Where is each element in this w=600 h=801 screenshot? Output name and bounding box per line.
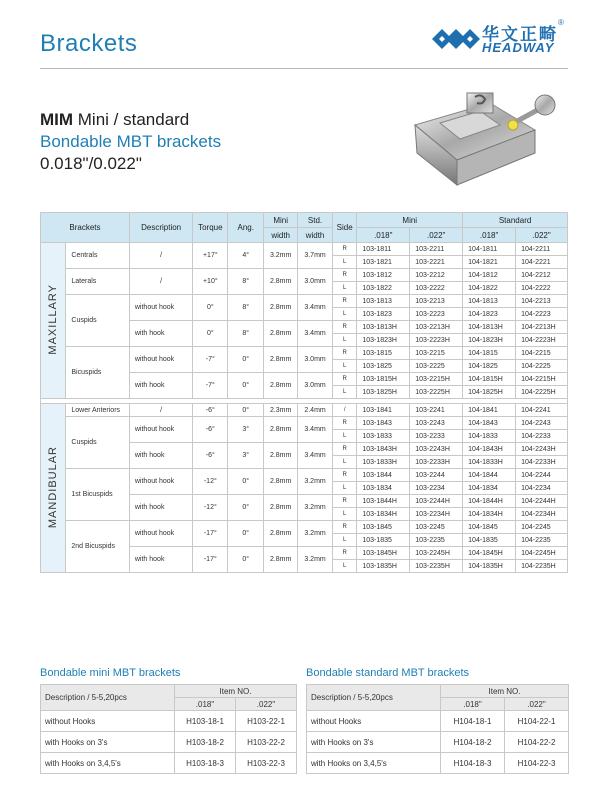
header-std-022: .022" [516,228,568,243]
brackets-spec-table [40,212,568,573]
description-cell: without Hooks [307,711,441,732]
table-row [41,521,568,534]
std-table-body [307,711,569,774]
std-table-title: Bondable standard MBT brackets [306,667,470,679]
mini-width-cell: 2.8mm [264,295,298,321]
std-item-header: Item NO. [441,685,569,698]
angulation-cell: 8° [228,269,264,295]
mini-018-cell: 103-1812 [357,269,410,282]
std-018-cell: 104-1833 [463,430,516,443]
mini-022-cell: 103-2215 [410,347,463,360]
mini-022-cell: 103-2243H [410,443,463,456]
torque-cell: 0° [193,295,228,321]
mini-022-cell: 103-2225 [410,360,463,373]
std-022-cell: 104-2245H [516,547,568,560]
std-018-cell: 104-1833H [463,456,516,469]
torque-cell: -6° [193,404,228,417]
description-cell: with hook [129,443,192,469]
mini-022-cell: 103-2234 [410,482,463,495]
std-018-cell: 104-1813H [463,321,516,334]
mini-022-cell: 103-2225H [410,386,463,399]
std-022-cell: 104-2222 [516,282,568,295]
mini-022-cell: 103-2223 [410,308,463,321]
std-022-cell: 104-2233 [516,430,568,443]
mini-022-cell: 103-2234H [410,508,463,521]
side-cell: R [333,443,357,456]
product-line [40,110,189,130]
torque-cell: -12° [193,495,228,521]
angulation-cell: 0° [228,347,264,373]
std-width-cell: 3.0mm [298,269,333,295]
mini-022-cell: 103-2221 [410,256,463,269]
std-018-cell: 104-1843H [463,443,516,456]
header-side: Side [333,213,357,243]
std-022-cell: 104-2221 [516,256,568,269]
description-cell: with Hooks on 3,4,5's [307,753,441,774]
std-018-cell: 104-1844H [463,495,516,508]
product-line-bold: MIM [40,110,74,129]
std-018-cell: 104-1821 [463,256,516,269]
mini-018-cell: 103-1844H [357,495,410,508]
std-width-cell: 3.7mm [298,243,333,269]
side-cell: L [333,282,357,295]
std-022-cell: 104-2235H [516,560,568,573]
side-cell: R [333,295,357,308]
mini-022-cell: 103-2245 [410,521,463,534]
std-width-cell: 3.4mm [298,295,333,321]
std-width-cell: 3.0mm [298,347,333,373]
brackets-table-body [41,243,568,573]
table-row [41,269,568,282]
std-width-cell: 3.4mm [298,443,333,469]
mini-018-cell: 103-1815 [357,347,410,360]
mandibular-label: MANDIBULAR [47,445,60,529]
mini-018-cell: 103-1835H [357,560,410,573]
std-022-cell: 104-2244H [516,495,568,508]
angulation-cell: 0° [228,404,264,417]
item-022-cell: H103-22-1 [236,711,297,732]
std-018-cell: 104-1815 [463,347,516,360]
tooth-name: Laterals [66,269,129,295]
description-cell: / [129,269,192,295]
torque-cell: -17° [193,521,228,547]
std-width-cell: 3.2mm [298,547,333,573]
std-018-cell: 104-1811 [463,243,516,256]
mini-018-header: .018" [175,698,236,711]
table-row [41,295,568,308]
std-022-cell: 104-2245 [516,521,568,534]
std-width-cell: 2.4mm [298,404,333,417]
mini-022-cell: 103-2235 [410,534,463,547]
mini-022-cell: 103-2235H [410,560,463,573]
side-cell: L [333,456,357,469]
torque-cell: -7° [193,347,228,373]
std-018-cell: 104-1822 [463,282,516,295]
std-018-header: .018" [441,698,505,711]
item-018-cell: H103-18-2 [175,732,236,753]
header-standard-group: Standard [463,213,568,228]
angulation-cell: 0° [228,373,264,399]
mini-018-cell: 103-1845 [357,521,410,534]
side-cell: L [333,482,357,495]
mini-table-title: Bondable mini MBT brackets [40,667,181,679]
mini-desc-header: Description / 5-5,20pcs [41,685,175,711]
std-022-cell: 104-2243 [516,417,568,430]
header-ang: Ang. [228,213,264,243]
angulation-cell: 3° [228,443,264,469]
std-022-cell: 104-2215 [516,347,568,360]
table-row [41,711,297,732]
bracket-photo [395,85,575,205]
std-018-cell: 104-1823 [463,308,516,321]
side-cell: R [333,321,357,334]
table-row [307,711,569,732]
mini-018-cell: 103-1845H [357,547,410,560]
tooth-name: Cuspids [66,417,129,469]
mini-mbt-table [40,684,297,774]
std-022-cell: 104-2235 [516,534,568,547]
std-desc-header: Description / 5-5,20pcs [307,685,441,711]
table-row [41,243,568,256]
mini-018-cell: 103-1843 [357,417,410,430]
header-torque: Torque [193,213,228,243]
side-cell: L [333,534,357,547]
header-mini-group: Mini [357,213,463,228]
mini-022-header: .022" [236,698,297,711]
std-width-cell: 3.2mm [298,495,333,521]
registered-mark: ® [558,18,564,27]
mini-018-cell: 103-1834H [357,508,410,521]
side-cell: / [333,404,357,417]
header-std-018: .018" [463,228,516,243]
side-cell: R [333,469,357,482]
header-mini: Mini [264,213,298,228]
table-row [307,732,569,753]
std-018-cell: 104-1843 [463,417,516,430]
description-cell: with hook [129,495,192,521]
angulation-cell: 4° [228,243,264,269]
tooth-name: 2nd Bicuspids [66,521,129,573]
item-018-cell: H104-18-3 [441,753,505,774]
description-cell: with hook [129,373,192,399]
std-022-cell: 104-2212 [516,269,568,282]
side-cell: L [333,256,357,269]
mini-022-cell: 103-2244 [410,469,463,482]
standard-mbt-table [306,684,569,774]
std-022-cell: 104-2244 [516,469,568,482]
logo-english-text: HEADWAY [482,40,555,55]
description-cell: with hook [129,321,192,347]
mini-018-cell: 103-1811 [357,243,410,256]
std-022-cell: 104-2233H [516,456,568,469]
mini-022-cell: 103-2233 [410,430,463,443]
mini-018-cell: 103-1823H [357,334,410,347]
mandibular-group-label [41,404,66,573]
mini-width-cell: 2.8mm [264,547,298,573]
slot-sizes: 0.018"/0.022" [40,154,142,173]
mini-022-cell: 103-2223H [410,334,463,347]
mini-width-cell: 2.8mm [264,469,298,495]
mini-018-cell: 103-1823 [357,308,410,321]
std-022-cell: 104-2225 [516,360,568,373]
description-cell: without hook [129,417,192,443]
description-cell: / [129,243,192,269]
std-018-cell: 104-1834H [463,508,516,521]
side-cell: R [333,347,357,360]
header-std: Std. [298,213,333,228]
page-title: Brackets [40,30,138,57]
mini-022-cell: 103-2222 [410,282,463,295]
side-cell: L [333,430,357,443]
table-row [41,753,297,774]
mini-022-cell: 103-2241 [410,404,463,417]
description-cell: without hook [129,469,192,495]
tooth-name: Centrals [66,243,129,269]
side-cell: L [333,386,357,399]
header-mini-022: .022" [410,228,463,243]
angulation-cell: 0° [228,521,264,547]
std-018-cell: 104-1825 [463,360,516,373]
std-018-cell: 104-1825H [463,386,516,399]
side-cell: R [333,373,357,386]
side-cell: R [333,495,357,508]
mini-width-cell: 2.8mm [264,495,298,521]
std-022-cell: 104-2223H [516,334,568,347]
side-cell: R [333,417,357,430]
side-cell: R [333,243,357,256]
std-018-cell: 104-1835 [463,534,516,547]
header-mini-018: .018" [357,228,410,243]
std-022-cell: 104-2223 [516,308,568,321]
description-cell: without hook [129,295,192,321]
item-018-cell: H104-18-1 [441,711,505,732]
mini-022-cell: 103-2245H [410,547,463,560]
title-divider [40,68,568,69]
angulation-cell: 0° [228,495,264,521]
torque-cell: -17° [193,547,228,573]
mini-width-cell: 2.8mm [264,417,298,443]
description-cell: / [129,404,192,417]
mini-018-cell: 103-1833 [357,430,410,443]
mini-width-cell: 2.8mm [264,443,298,469]
mini-022-cell: 103-2213H [410,321,463,334]
description-cell: without hook [129,521,192,547]
std-022-cell: 104-2234 [516,482,568,495]
item-018-cell: H103-18-3 [175,753,236,774]
mini-022-cell: 103-2213 [410,295,463,308]
std-022-cell: 104-2225H [516,386,568,399]
item-022-cell: H103-22-2 [236,732,297,753]
std-width-cell: 3.2mm [298,521,333,547]
mini-width-cell: 3.2mm [264,243,298,269]
item-022-cell: H104-22-1 [505,711,569,732]
table-row [41,404,568,417]
maxillary-label: MAXILLARY [47,284,60,355]
torque-cell: -6° [193,443,228,469]
mini-018-cell: 103-1835 [357,534,410,547]
description-cell: with hook [129,547,192,573]
mini-018-cell: 103-1834 [357,482,410,495]
angulation-cell: 8° [228,295,264,321]
torque-cell: -12° [193,469,228,495]
table-row [307,753,569,774]
description-cell: without hook [129,347,192,373]
angulation-cell: 8° [228,321,264,347]
std-018-cell: 104-1812 [463,269,516,282]
description-cell: with Hooks on 3,4,5's [41,753,175,774]
item-018-cell: H103-18-1 [175,711,236,732]
mini-018-cell: 103-1841 [357,404,410,417]
std-018-cell: 104-1834 [463,482,516,495]
side-cell: L [333,508,357,521]
std-022-cell: 104-2234H [516,508,568,521]
side-cell: L [333,560,357,573]
mini-018-cell: 103-1821 [357,256,410,269]
std-018-cell: 104-1813 [463,295,516,308]
std-018-cell: 104-1823H [463,334,516,347]
mini-item-header: Item NO. [175,685,297,698]
side-cell: R [333,547,357,560]
description-cell: with Hooks on 3's [41,732,175,753]
mini-022-cell: 103-2211 [410,243,463,256]
std-width-cell: 3.0mm [298,373,333,399]
side-cell: R [333,521,357,534]
tooth-name: Cuspids [66,295,129,347]
mini-width-cell: 2.8mm [264,373,298,399]
mini-022-cell: 103-2243 [410,417,463,430]
product-subtitle: Bondable MBT brackets [40,132,222,151]
torque-cell: -7° [193,373,228,399]
mini-018-cell: 103-1815H [357,373,410,386]
mini-width-cell: 2.8mm [264,347,298,373]
std-022-header: .022" [505,698,569,711]
std-022-cell: 104-2215H [516,373,568,386]
mini-018-cell: 103-1843H [357,443,410,456]
side-cell: L [333,360,357,373]
description-cell: with Hooks on 3's [307,732,441,753]
mini-table-body [41,711,297,774]
mini-022-cell: 103-2212 [410,269,463,282]
torque-cell: 0° [193,321,228,347]
item-018-cell: H104-18-2 [441,732,505,753]
std-022-cell: 104-2213H [516,321,568,334]
std-022-cell: 104-2213 [516,295,568,308]
item-022-cell: H104-22-3 [505,753,569,774]
maxillary-group-label [41,243,66,399]
std-018-cell: 104-1835H [463,560,516,573]
angulation-cell: 0° [228,469,264,495]
std-width-cell: 3.4mm [298,417,333,443]
mini-018-cell: 103-1833H [357,456,410,469]
torque-cell: +17° [193,243,228,269]
table-row [41,347,568,360]
header-mini-width: width [264,228,298,243]
torque-cell: +10° [193,269,228,295]
table-row [41,732,297,753]
mini-018-cell: 103-1844 [357,469,410,482]
mini-018-cell: 103-1813H [357,321,410,334]
mini-022-cell: 103-2233H [410,456,463,469]
table-row [41,469,568,482]
std-022-cell: 104-2243H [516,443,568,456]
logo-chinese-text: 华文正畸 [482,25,558,44]
std-022-cell: 104-2211 [516,243,568,256]
tooth-name: Lower Anteriors [66,404,129,417]
angulation-cell: 3° [228,417,264,443]
std-018-cell: 104-1845 [463,521,516,534]
mini-022-cell: 103-2215H [410,373,463,386]
mini-width-cell: 2.8mm [264,269,298,295]
header-description: Description [129,213,192,243]
side-cell: R [333,269,357,282]
side-cell: L [333,308,357,321]
mini-022-cell: 103-2244H [410,495,463,508]
tooth-name: 1st Bicuspids [66,469,129,521]
tooth-name: Bicuspids [66,347,129,399]
std-018-cell: 104-1844 [463,469,516,482]
table-row [41,417,568,430]
description-cell: without Hooks [41,711,175,732]
torque-cell: -6° [193,417,228,443]
mini-018-cell: 103-1825H [357,386,410,399]
side-cell: L [333,334,357,347]
std-width-cell: 3.2mm [298,469,333,495]
std-width-cell: 3.4mm [298,321,333,347]
angulation-cell: 0° [228,547,264,573]
item-022-cell: H103-22-3 [236,753,297,774]
mini-width-cell: 2.3mm [264,404,298,417]
mini-018-cell: 103-1825 [357,360,410,373]
product-line-rest: Mini / standard [73,110,190,129]
std-022-cell: 104-2241 [516,404,568,417]
std-018-cell: 104-1815H [463,373,516,386]
mini-width-cell: 2.8mm [264,521,298,547]
header-std-width: width [298,228,333,243]
std-018-cell: 104-1841 [463,404,516,417]
header-brackets: Brackets [41,213,130,243]
std-018-cell: 104-1845H [463,547,516,560]
item-022-cell: H104-22-2 [505,732,569,753]
mini-width-cell: 2.8mm [264,321,298,347]
mini-018-cell: 103-1813 [357,295,410,308]
mini-018-cell: 103-1822 [357,282,410,295]
